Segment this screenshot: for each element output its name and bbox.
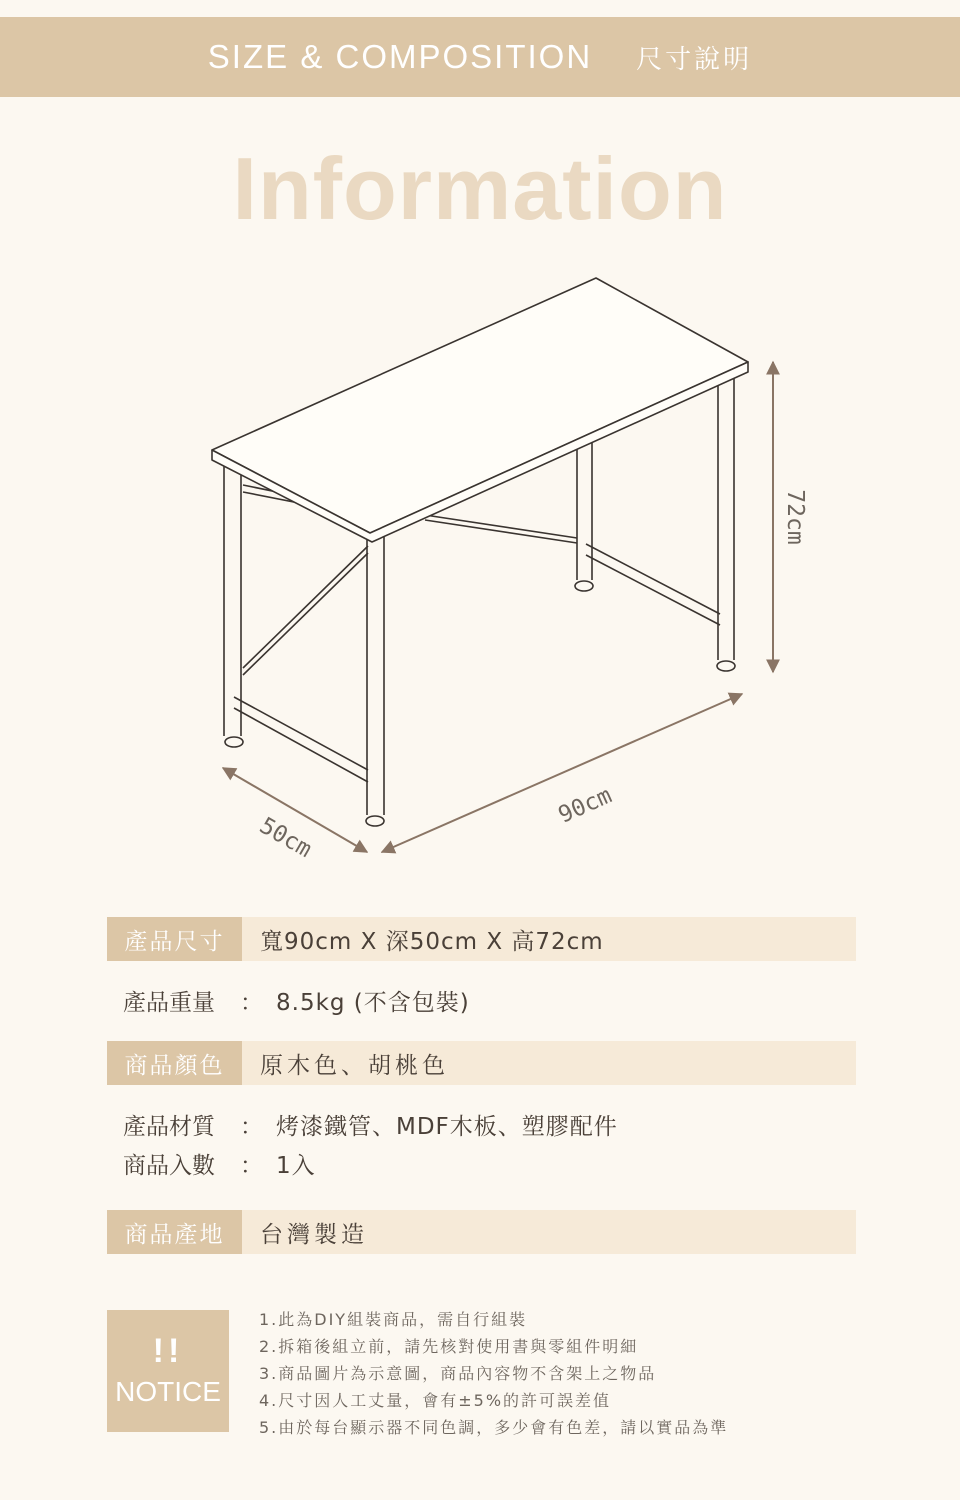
depth-label: 50cm: [255, 812, 316, 864]
desk-leg-front-right: [367, 536, 384, 815]
spec-weight-label: 產品重量: [123, 989, 215, 1016]
notice-item: 1.此為DIY組裝商品，需自行組裝: [259, 1310, 528, 1329]
width-arrow: [382, 694, 742, 852]
notice-item: 2.拆箱後組立前，請先核對使用書與零組件明細: [259, 1337, 639, 1356]
spec-row-weight: [107, 978, 856, 1022]
warning-icon: !!: [152, 1332, 184, 1370]
desk-leg-back-right: [718, 375, 734, 660]
spec-colon: ：: [240, 989, 263, 1016]
desk-foot: [225, 737, 243, 747]
desk-leg-front-left: [224, 465, 241, 736]
spec-material-label: 產品材質: [123, 1113, 215, 1140]
spec-color-label: 商品顏色: [107, 1041, 242, 1085]
spec-colon: ：: [240, 1152, 263, 1179]
notice-item: 4.尺寸因人工丈量，會有±5%的許可誤差值: [259, 1391, 612, 1410]
desk-brace-diagonal: [243, 546, 368, 675]
banner-title-zh: 尺寸說明: [636, 44, 753, 75]
spec-row-origin: [107, 1210, 856, 1254]
header-banner: [0, 17, 960, 97]
spec-quantity-value: 1入: [276, 1152, 316, 1179]
spec-colon: ：: [240, 1113, 263, 1140]
spec-color-value: 原木色、胡桃色: [260, 1052, 449, 1079]
notice-list: [259, 1306, 728, 1441]
notice-badge: [107, 1310, 229, 1432]
spec-weight-value: 8.5kg (不含包裝): [276, 989, 470, 1016]
spec-origin-value: 台灣製造: [260, 1221, 368, 1248]
height-label: 72cm: [782, 489, 808, 545]
desk-foot: [717, 661, 735, 671]
notice-label: NOTICE: [115, 1376, 221, 1407]
desk-diagram: [0, 260, 960, 880]
spec-row-color: [107, 1041, 856, 1085]
desk-foot: [575, 581, 593, 591]
desk-foot: [366, 816, 384, 826]
spec-quantity-label: 商品入數: [123, 1152, 215, 1179]
notice-item: 3.商品圖片為示意圖，商品內容物不含架上之物品: [259, 1364, 657, 1383]
spec-row-quantity: [107, 1141, 856, 1185]
spec-row-size: [107, 917, 856, 961]
spec-origin-label: 商品產地: [107, 1210, 242, 1254]
width-label: 90cm: [554, 782, 616, 829]
desk-brace-back: [425, 515, 577, 543]
notice-item: 5.由於每台顯示器不同色調，多少會有色差，請以實品為準: [259, 1418, 729, 1437]
desk-crossbar-right: [586, 544, 720, 625]
spec-row-material: [107, 1102, 856, 1146]
spec-material-value: 烤漆鐵管、MDF木板、塑膠配件: [276, 1113, 618, 1140]
spec-size-value: 寬90cm X 深50cm X 高72cm: [260, 928, 604, 955]
banner-title-en: SIZE & COMPOSITION: [207, 38, 593, 75]
spec-size-label: 產品尺寸: [107, 917, 242, 961]
page-title: Information: [232, 139, 728, 238]
desk-leg-back-left: [577, 443, 592, 580]
desk-crossbar-left: [234, 697, 368, 782]
